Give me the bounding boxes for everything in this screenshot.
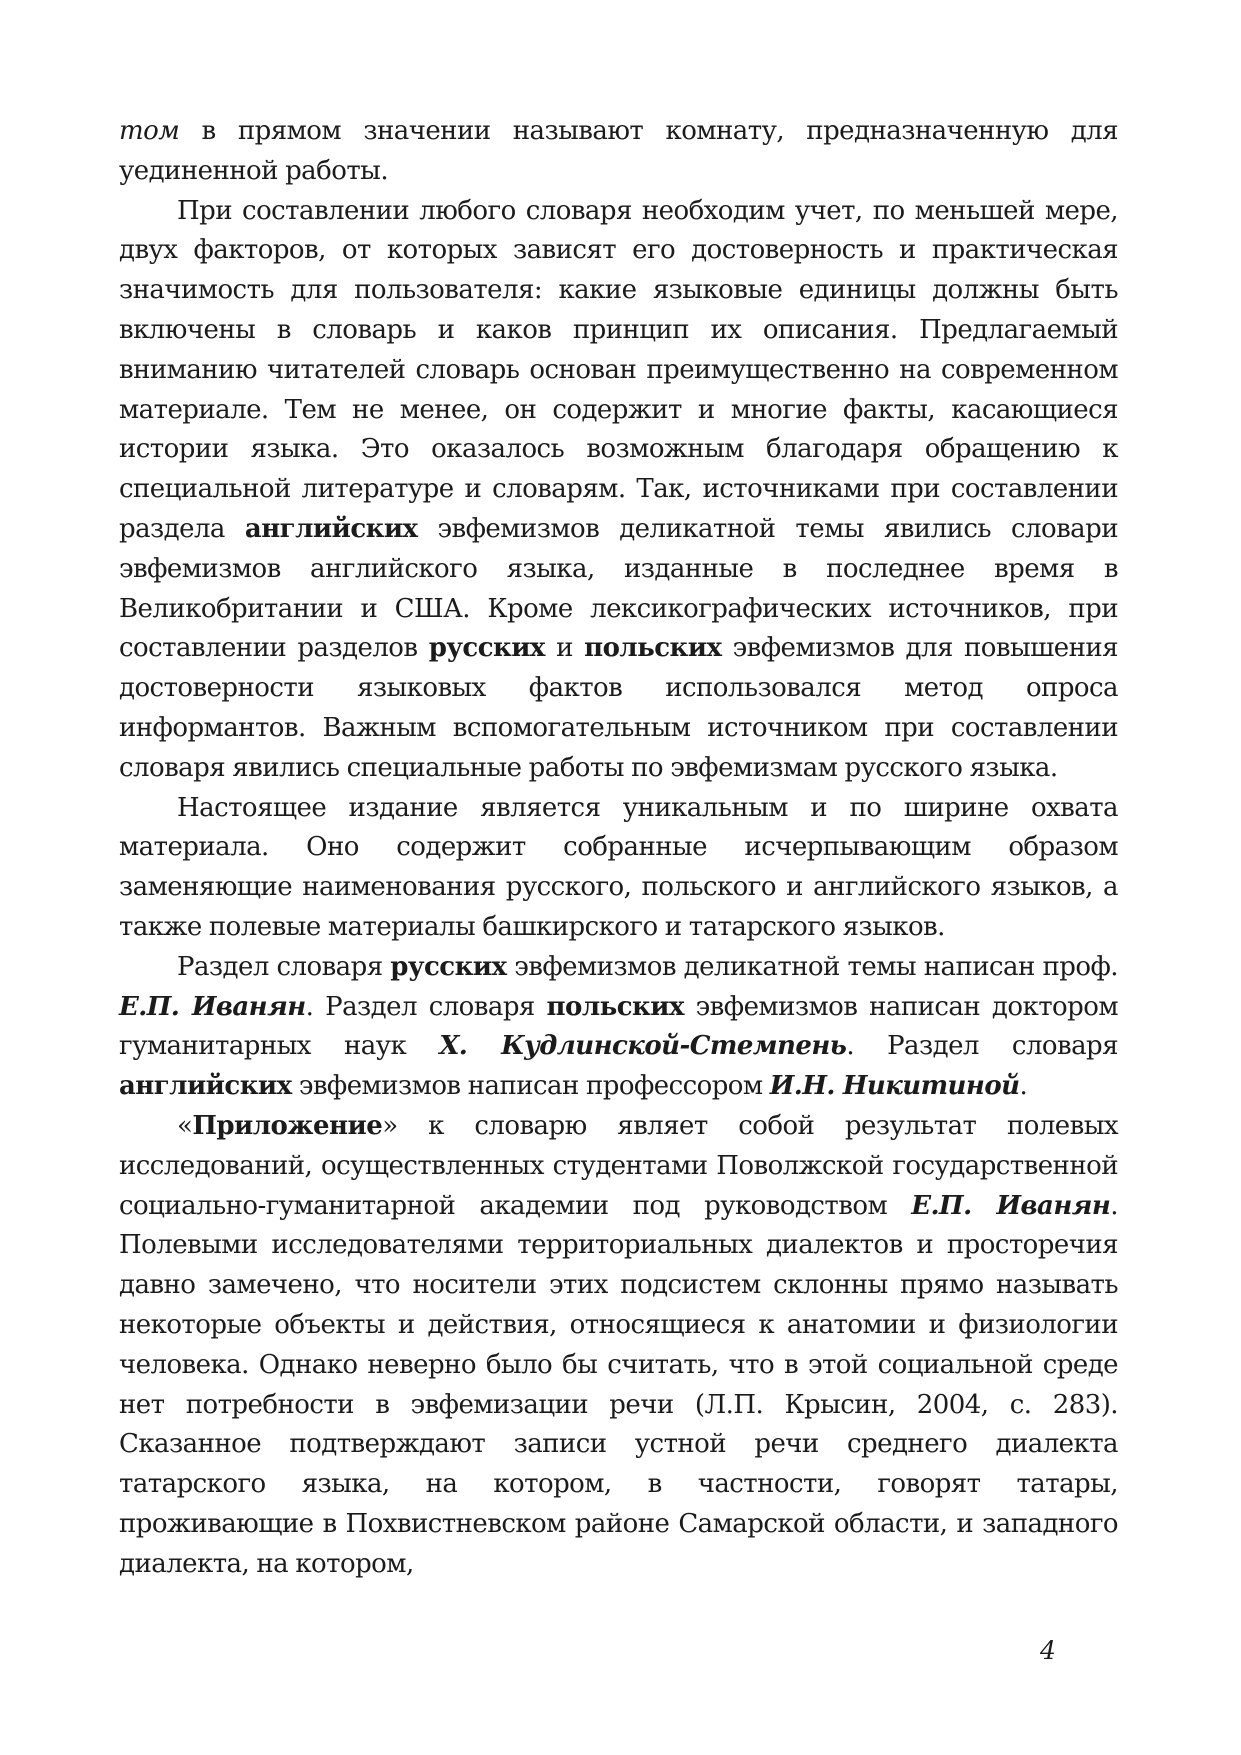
p4-author-1: Е.П. Иванян [119,991,306,1022]
paragraph-1 [119,112,1118,192]
p4-text-2: эвфемизмов деликатной темы написан проф. [506,951,1118,982]
p4-text-3: . Раздел словаря [305,991,547,1022]
paragraph-1-text: в прямом значении называют комнату, предназначенную для уединенной работы. [119,116,1118,186]
paragraph-4 [119,948,1118,1107]
p2-bold-3: польских [584,633,722,664]
p5-text-3: . Полевыми исследователями территориальных диалектов и просторечия давно замечено, что носители этих подсистем склонны прямо называть некоторые объекты и действия, относящиеся к анатомии и физиологии человека. Однако неверно было бы считать, что в этой социальной среде нет потребности в эвфемизации речи (Л.П. Крысин, 2004, с. 283). Сказанное подтверждают записи устной речи среднего диалекта татарского языка, на котором, в частности, говорят татары, проживающие в Похвистневском районе Самарской области, и западного диалекта, на котором, [119,1190,1118,1579]
p4-bold-1: русских [390,951,507,982]
p4-text-1: Раздел словаря [177,951,391,982]
italic-term: том [119,116,180,146]
p2-bold-2: русских [428,633,545,664]
p5-bold-1: Приложение [192,1110,383,1141]
p2-text-2: эвфемизмов деликатной темы явились словари эвфемизмов английского языка, изданные в последнее время в Великобритании и США. Кроме лексикографических источников, при составлении разделов [119,513,1118,664]
p4-bold-2: польских [546,991,684,1022]
p5-text-2: » к словарю являет собой результат полевых исследований, осуществленных студентами Поволжской государственной социально-гуманитарной академии под руководством [119,1110,1118,1221]
p5-author-1: Е.П. Иванян [911,1190,1111,1221]
paragraph-2 [119,192,1118,789]
p5-text-1: « [177,1110,193,1141]
p4-bold-3: английских [119,1071,292,1102]
p2-bold-1: английских [244,513,418,544]
page-number: 4 [1040,1636,1056,1665]
paragraph-5 [119,1107,1118,1585]
p2-text-3: и [544,633,585,664]
paragraph-3: Настоящее издание является уникальным и по ширине охвата материала. Оно содержит собранные исчерпывающим образом заменяющие наименования русского, польского и английского языков, а также полевые материалы башкирского и татарского языков. [119,792,1118,942]
p2-text-4: эвфемизмов для повышения достоверности языковых фактов использовался метод опроса информантов. Важным вспомогательным источником при составлении словаря явились специальные работы по эвфемизмам русского языка. [119,633,1118,783]
p4-author-3: И.Н. Никитиной [769,1071,1020,1102]
p4-text-6: эвфемизмов написан профессором [291,1071,770,1102]
p4-author-2: Х. Кудлинской-Стемпень [439,1031,847,1062]
page-body [119,112,1118,1584]
p4-text-7: . [1019,1071,1028,1102]
p2-text-1: При составлении любого словаря необходим учет, по меньшей мере, двух факторов, от которых зависят его достоверность и практическая значимость для пользователя: какие языковые единицы должны быть включены в словарь и каков принцип их описания. Предлагаемый вниманию читателей словарь основан преимущественно на современном материале. Тем не менее, он содержит и многие факты, касающиеся истории языка. Это оказалось возможным благодаря обращению к специальной литературе и словарям. Так, источниками при составлении раздела [119,195,1118,544]
p4-text-4: эвфемизмов написан доктором гуманитарных наук [119,991,1118,1062]
p4-text-5: . Раздел словаря [846,1031,1118,1062]
